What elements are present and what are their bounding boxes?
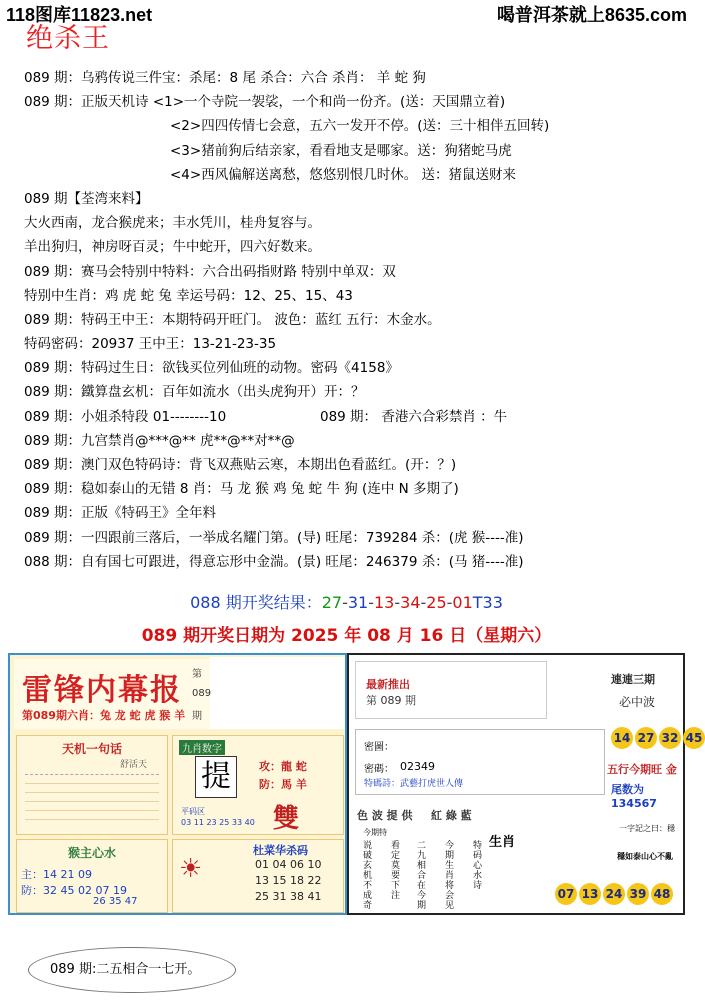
number-ball: 24 (603, 883, 625, 905)
extra-text: 26 35 47 (93, 896, 138, 907)
box-houzhu (16, 839, 168, 913)
new-label: 最新推出 (366, 678, 410, 691)
box-kill (172, 839, 344, 913)
line-14-left: 089 期：小姐杀特段 01--------10 (24, 408, 227, 425)
number-ball: 45 (683, 727, 705, 749)
line-2: <2>四四传情七会意，五六一发开不停。(送：三十相伴五回转) (170, 118, 550, 135)
line-1: 089 期：正版天机诗 <1>一个寺院一袈裟，一个和尚一份齐。(送：天国鼎立着) (24, 94, 506, 111)
yiziji-text: 一字記之曰：穩 (619, 824, 675, 833)
box-title: 天机一句话 (61, 742, 122, 756)
wuxing-text: 五行今期旺 金 (607, 763, 677, 776)
kill-row: 01 04 06 10 (255, 858, 322, 871)
shuang-char: 雙 (273, 804, 300, 834)
right-image-panel[interactable] (347, 653, 703, 915)
box-title: 猴主心水 (67, 846, 116, 860)
char-tile: 提 (195, 756, 237, 798)
draw-result: 088 期开奖结果：27-31-13-34-25-01T33 (190, 593, 503, 612)
taishan-text: 穩如泰山心不亂 (617, 852, 673, 861)
mima-label: 密碼： (364, 764, 394, 775)
line-10: 089 期：特码王中王：本期特码开旺门。 波色：蓝红 五行：木金水。 (24, 311, 441, 328)
line-16: 089 期：澳门双色特码诗：背飞双燕贴云寒，本期出色看蓝红。(开：？) (24, 457, 457, 473)
poem-col: 二九相合在今期 (417, 841, 427, 911)
kill-row: 13 15 18 22 (255, 874, 322, 887)
site-name-left[interactable]: 118图库11823.net (6, 5, 153, 25)
site-name-right[interactable]: 喝普洱茶就上8635.com (496, 5, 687, 25)
platform-label: 平码区 (181, 807, 205, 816)
box-note: 舒活天 (119, 760, 147, 770)
text-lines (25, 774, 159, 825)
line-13: 089 期：鐵算盘玄机：百年如流水（出头虎狗开）开：？ (24, 384, 365, 401)
line-7: 羊出狗归，神房呀百灵；牛中蛇开，四六好数来。 (24, 239, 321, 256)
draw-date: 089 期开奖日期为 2025 年 08 月 16 日（星期六） (141, 626, 552, 646)
issue-text: 期 (192, 711, 202, 722)
poem-col: 看定莫要下注 (391, 841, 401, 901)
result-num: 01 (452, 593, 473, 612)
line-4: <4>西风偏解送离愁，悠悠别恨几时休。 送：猪鼠送财来 (170, 166, 517, 183)
mitu-box (355, 729, 605, 795)
platform-nums: 03 11 23 25 33 40 (181, 818, 255, 827)
result-num: 27 (321, 593, 343, 612)
issue-label: 第 089 期 (366, 694, 416, 707)
sebo-values: 紅 綠 藍 (431, 809, 472, 822)
gong-text: 攻：龍 蛇 (259, 760, 307, 773)
number-ball: 07 (555, 883, 577, 905)
line-14-right: 089 期： 香港六合彩禁肖 ：牛 (320, 408, 508, 425)
poem-col: 今期生肖将会见 (445, 841, 455, 911)
result-num: 34 (400, 593, 421, 612)
number-ball: 48 (651, 883, 673, 905)
number-ball: 27 (635, 727, 657, 749)
bizhong-label: 必中波 (619, 695, 656, 709)
line-11: 特码密码：20937 王中王：13-21-23-35 (24, 336, 277, 353)
shengxiao-label: 生肖 (489, 835, 516, 850)
line-5: 089 期【荃湾来料】 (24, 190, 149, 207)
result-num: 31 (347, 593, 369, 612)
line-9: 特别中生肖：鸡 虎 蛇 兔 幸运号码：12、25、15、43 (24, 287, 353, 304)
weishu-text: 尾数为 134567 (611, 783, 657, 810)
line-17: 089 期：稳如泰山的无错 8 肖：马 龙 猴 鸡 兔 蛇 牛 狗 (连中 N 多期了) (24, 481, 459, 498)
speech-bubble-text: 089 期:二五相合一七开。 (50, 962, 201, 977)
page-title: 绝杀王 (26, 23, 110, 54)
line-6: 大火西南，龙合猴虎来；丰水凭川，桂舟复容与。 (24, 215, 321, 232)
line-20: 088 期：自有国七可跟进，得意忘形中金湍。(景) 旺尾：246379 杀：(马 猪----准) (24, 553, 524, 570)
box-tianji (16, 735, 168, 835)
line-0: 089 期：乌鸦传说三件宝：杀尾：8 尾 杀合：六合 杀肖： 羊 蛇 狗 (24, 70, 426, 86)
mima-value: 02349 (400, 760, 435, 773)
tema-poem: 特碼詩：武藝打虎世人傳 (364, 779, 464, 789)
line-12: 089 期：特码过生日：欲钱买位列仙班的动物。密码《4158》 (24, 360, 399, 377)
result-num: 25 (426, 593, 447, 612)
number-ball: 13 (579, 883, 601, 905)
line-14 (24, 405, 684, 429)
lian-label: 連連三期 (611, 673, 655, 686)
box-title: 九肖数字 (179, 740, 225, 755)
fang-text: 防：馬 羊 (259, 778, 307, 791)
line-18: 089 期：正版《特码王》全年料 (24, 505, 217, 522)
poem-col: 今期特 (363, 828, 387, 837)
box-title: 杜菜华杀码 (253, 844, 308, 857)
left-image-panel[interactable] (8, 653, 347, 915)
number-ball: 32 (659, 727, 681, 749)
zhu-text: 主：14 21 09 (21, 868, 92, 881)
number-ball: 14 (611, 727, 633, 749)
right-header-box (355, 661, 547, 719)
banner-issue (192, 665, 211, 722)
banner-blank (210, 657, 345, 729)
line-15: 089 期：九宫禁肖@***@** 虎**@**对**@ (24, 432, 295, 449)
issue-text: 089 (192, 688, 212, 699)
banner-subtitle: 第089期六肖：兔 龙 蛇 虎 猴 羊 (22, 709, 186, 722)
line-19: 089 期：一四跟前三落后，一举成名耀门第。(导) 旺尾：739284 杀：(虎 猴----准) (24, 529, 524, 546)
line-3: <3>猪前狗后结亲家，看看地支是哪家。送：狗猪蛇马虎 (170, 142, 512, 159)
banner (14, 659, 219, 729)
red-char-decoration: ☀ (179, 854, 203, 884)
fang2-text: 防：32 45 02 07 19 (21, 884, 127, 897)
banner-title: 雷锋内幕报 (22, 673, 182, 708)
line-8: 089 期：赛马会特别中特料：六合出码指财路 特别中单双：双 (24, 263, 396, 280)
result-tail: T33 (472, 593, 503, 612)
number-ball: 39 (627, 883, 649, 905)
mitu-label: 密圖： (364, 742, 394, 753)
poem-col: 特码心水诗 (473, 841, 483, 891)
article-lines (24, 66, 684, 574)
result-label: 088 期开奖结果： (190, 593, 322, 612)
box-jiuxiao (172, 735, 344, 835)
result-num: 13 (374, 593, 395, 612)
issue-text: 第 (192, 669, 202, 680)
poem-col: 说破玄机不成奇 (363, 841, 373, 911)
kill-row: 25 31 38 41 (255, 890, 322, 903)
sebo-title: 色 波 提 供 (357, 809, 413, 822)
